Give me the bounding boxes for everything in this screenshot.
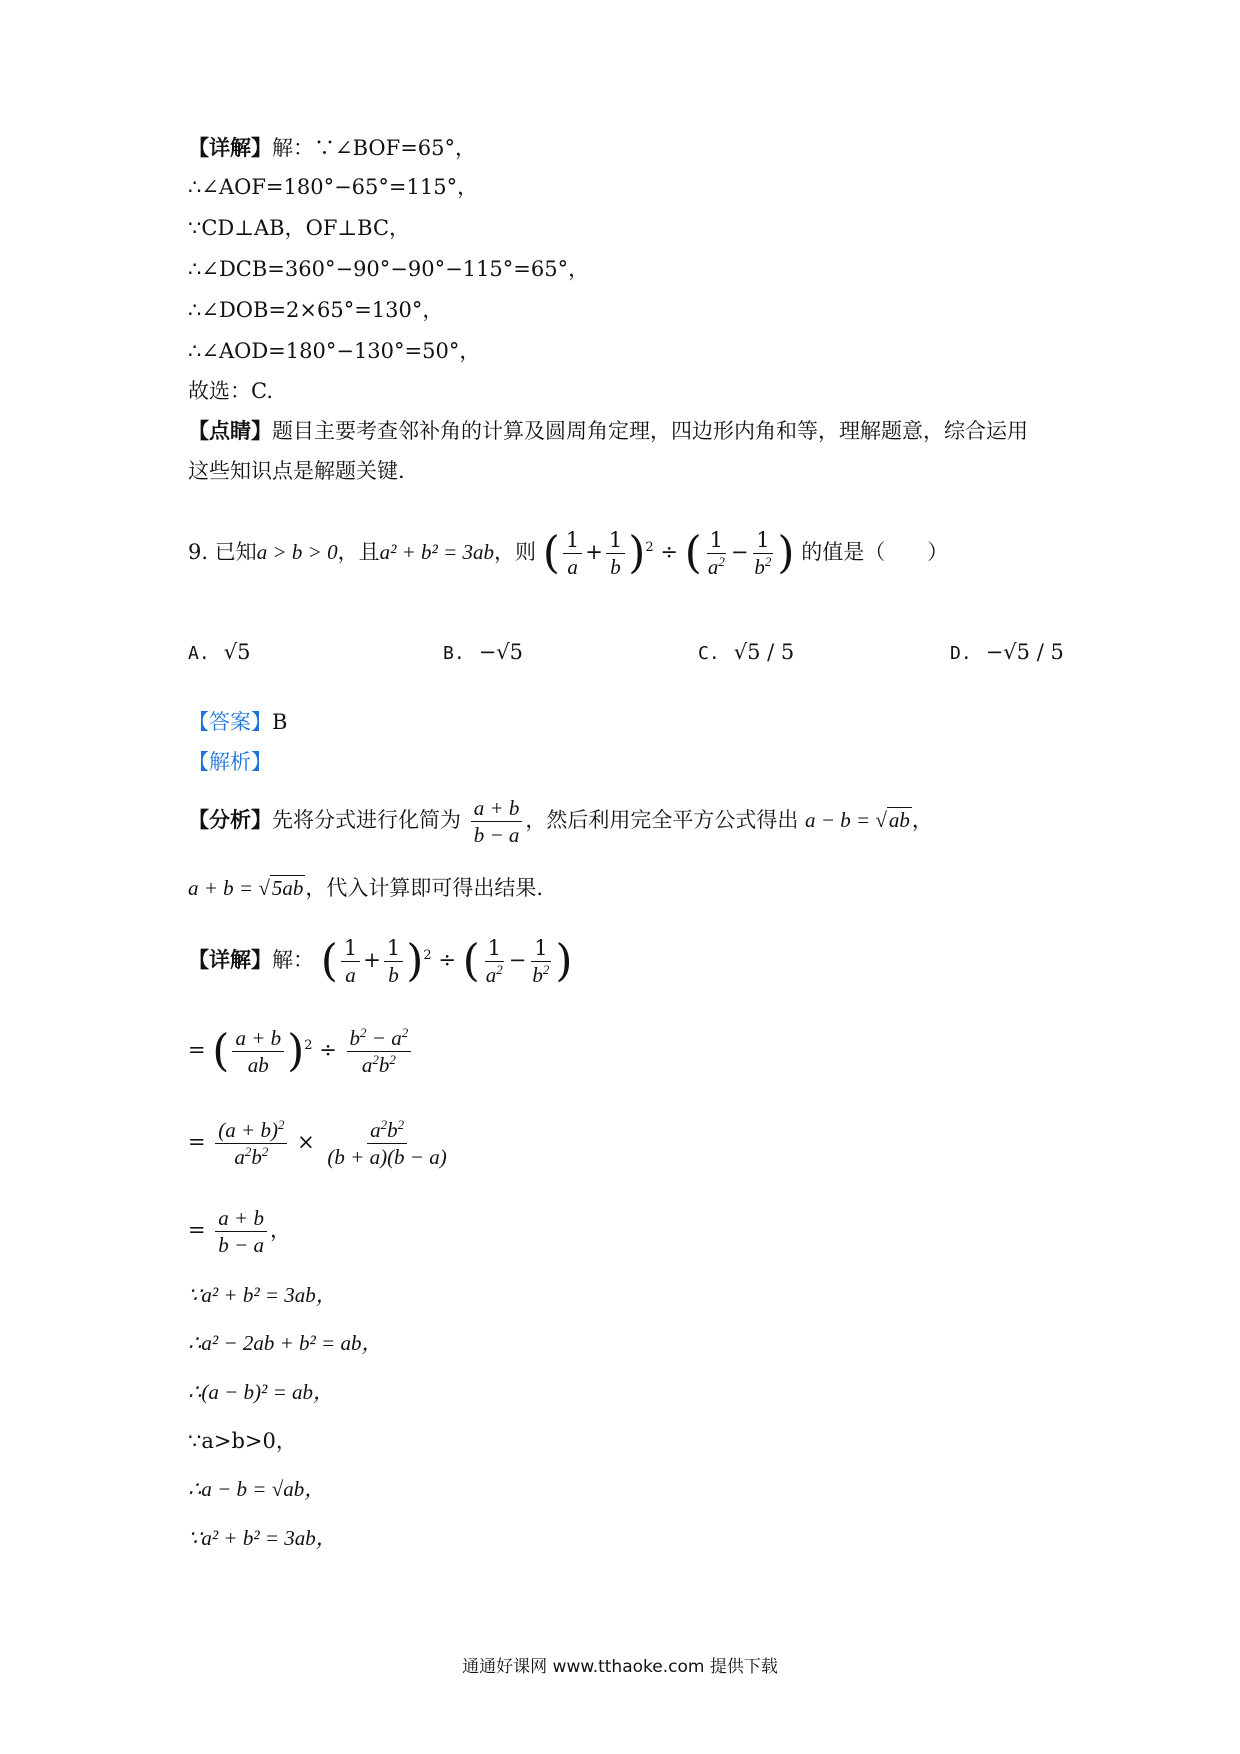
option-d[interactable] xyxy=(950,640,1064,664)
detail1-line-1: ∴∠AOF=180°−65°=115°， xyxy=(188,175,479,199)
analysis-fraction: $\frac{a + b}{b - a}$ xyxy=(471,795,523,848)
detail1-line-4: ∴∠DOB=2×65°=130°， xyxy=(188,298,444,322)
detail2-eq-1: = ( $\frac{a + b}{ab}$ )$^2$ ÷ $\frac{b^2 - a^2}{a^2b^2}$ xyxy=(188,1020,414,1080)
option-a-value: √5 xyxy=(223,640,251,664)
question-line xyxy=(188,522,948,582)
question-number: 9. xyxy=(188,540,209,564)
comment-line-1 xyxy=(188,416,1028,446)
question-suffix: 的值是（ ） xyxy=(801,540,949,564)
analysis-line-1: 【分析】先将分式进行化简为 $\frac{a + b}{b - a}$ ，然后利用完全平方公式得出 a − b = √ab， xyxy=(188,796,933,847)
option-a-label: A. xyxy=(188,643,210,664)
analysis-text-2: ，然后利用完全平方公式得出 xyxy=(525,808,799,832)
option-c[interactable] xyxy=(698,640,794,664)
option-b[interactable] xyxy=(443,640,523,664)
detail2-step-1: ∴a² − 2ab + b² = ab， xyxy=(188,1331,383,1355)
option-c-label: C. xyxy=(698,643,720,664)
detail1-line-0 xyxy=(188,133,476,163)
detail2-step-2: ∴(a − b)² = ab， xyxy=(188,1380,334,1404)
detail2-step-3: ∵a>b>0， xyxy=(188,1429,297,1453)
option-b-value: −√5 xyxy=(478,640,524,664)
comment-tag: 【点睛】 xyxy=(188,418,272,443)
detail2-eq-3: = $\frac{a + b}{b - a}$ ， xyxy=(188,1206,291,1257)
detail1-line-2: ∵CD⊥AB，OF⊥BC， xyxy=(188,216,411,240)
detail2-prefix: 解： xyxy=(272,948,314,972)
detail1-line-3: ∴∠DCB=360°−90°−90°−115°=65°， xyxy=(188,257,590,281)
answer-line xyxy=(188,707,287,737)
analysis-formula-1: a − b = √ab xyxy=(805,808,910,832)
option-c-value: √5 / 5 xyxy=(733,640,795,664)
analysis-formula-2: a + b = √5ab xyxy=(188,876,304,900)
analysis-text-3: ，代入计算即可得出结果. xyxy=(305,876,544,900)
detail1-text-0: 解：∵∠BOF=65°， xyxy=(272,136,477,160)
option-b-label: B. xyxy=(443,643,465,664)
detail1-tag: 【详解】 xyxy=(188,135,272,160)
question-prefix: 已知 xyxy=(214,540,257,564)
question-cond2: a² + b² = 3ab xyxy=(379,540,495,564)
answer-value: B xyxy=(272,710,288,734)
answer-tag: 【答案】 xyxy=(188,710,272,734)
detail2-step-4: ∴a − b = √ab， xyxy=(188,1477,326,1501)
option-a[interactable] xyxy=(188,640,250,664)
option-d-label: D. xyxy=(950,643,972,664)
option-d-value: −√5 / 5 xyxy=(985,640,1064,664)
comment-line-2: 这些知识点是解题关键. xyxy=(188,459,405,483)
detail2-eq-2: = $\frac{(a + b)^2}{a^2b^2}$ × $\frac{a^2b^2}{(b + a)(b - a)}$ xyxy=(188,1117,447,1169)
analysis-text-1: 先将分式进行化简为 xyxy=(272,808,461,832)
analysis-tag: 【解析】 xyxy=(188,750,272,774)
detail1-line-5: ∴∠AOD=180°−130°=50°， xyxy=(188,339,481,363)
detail2-step-5: ∵a² + b² = 3ab， xyxy=(188,1526,337,1550)
analysis-tag-line xyxy=(188,747,272,777)
question-expression: ( $\frac{1}{a}$ + $\frac{1}{b}$ )$^2$ ÷ ( $\frac{1}{a^2}$ − $\frac{1}{b^2}$ ) xyxy=(542,527,795,579)
comment-text-1: 题目主要考查邻补角的计算及圆周角定理，四边形内角和等，理解题意，综合运用 xyxy=(272,419,1028,443)
question-mid2: ，则 xyxy=(494,540,537,564)
question-cond1: a > b > 0 xyxy=(256,540,338,564)
detail2-tag: 【详解】 xyxy=(188,947,272,972)
analysis-label: 【分析】 xyxy=(188,807,272,832)
detail2-line-0: 【详解】解： ( $\frac{1}{a}$ + $\frac{1}{b}$ )$^2$ ÷ ( $\frac{1}{a^2}$ − $\frac{1}{b^2}$ ) xyxy=(188,935,573,987)
page-footer: 通通好课网 www.tthaoke.com 提供下载 xyxy=(462,1657,778,1677)
detail2-step-0: ∵a² + b² = 3ab， xyxy=(188,1283,337,1307)
detail1-line-6: 故选：C. xyxy=(188,379,273,403)
analysis-line-2 xyxy=(188,873,543,903)
question-mid: ，且 xyxy=(337,540,380,564)
